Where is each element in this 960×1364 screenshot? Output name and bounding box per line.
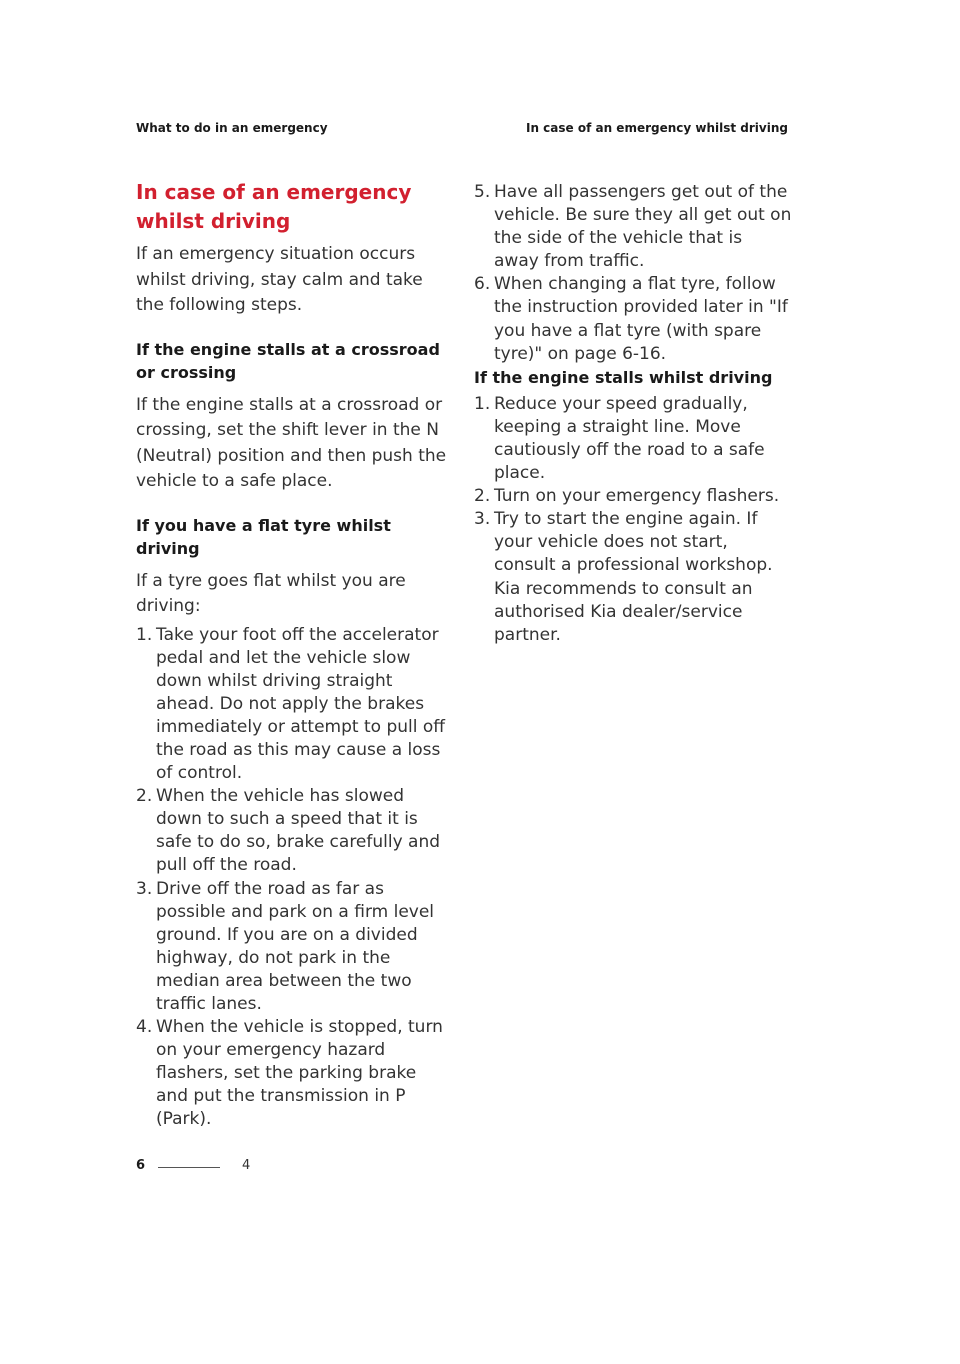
step-text: When changing a flat tyre, follow the instruction provided later in "If you have a flat tyre (with spare tyre)" on page 6-16. xyxy=(494,274,788,364)
section-number: 6 xyxy=(136,1158,146,1173)
step-text: Drive off the road as far as possible and park on a firm level ground. If you are on a divided highway, do not park in the median area between the two traffic lanes. xyxy=(156,878,435,1014)
step-number: 3. xyxy=(136,878,153,899)
step-number: 3. xyxy=(474,509,491,530)
flat-tyre-steps-continued xyxy=(474,181,792,366)
step-text: Take your foot off the accelerator pedal and let the vehicle slow down whilst driving straight ahead. Do not apply the brakes immediately or attempt to pull off the road as this may cause a loss of control. xyxy=(156,624,445,784)
list-item xyxy=(136,1016,451,1131)
step-number: 1. xyxy=(474,393,491,414)
list-item xyxy=(474,181,792,273)
step-number: 4. xyxy=(136,1017,153,1038)
list-item xyxy=(474,393,792,485)
list-item xyxy=(474,485,792,508)
engine-stall-heading: If the engine stalls whilst driving xyxy=(474,367,773,387)
left-column xyxy=(136,178,451,1132)
step-text: When the vehicle is stopped, turn on your emergency hazard flashers, set the parking brake and put the transmission in P (Park). xyxy=(156,1017,443,1130)
step-text: Turn on your emergency flashers. xyxy=(494,486,780,507)
page-title: In case of an emergency whilst driving xyxy=(136,180,412,233)
section-title-header: In case of an emergency whilst driving xyxy=(525,121,788,135)
list-item xyxy=(474,508,792,647)
step-number: 1. xyxy=(136,624,153,645)
flat-tyre-steps xyxy=(136,624,451,1132)
step-text: Reduce your speed gradually, keeping a straight line. Move cautiously off the road to a safe place. xyxy=(494,393,765,484)
chapter-title: What to do in an emergency xyxy=(136,121,328,135)
footer-divider xyxy=(158,1167,220,1168)
step-number: 2. xyxy=(474,486,491,507)
list-item xyxy=(136,785,451,877)
list-item xyxy=(136,878,451,1017)
step-number: 2. xyxy=(136,786,153,807)
step-number: 6. xyxy=(474,274,491,295)
engine-stall-steps xyxy=(474,393,792,647)
right-column xyxy=(474,181,792,647)
crossroad-paragraph: If the engine stalls at a crossroad or crossing, set the shift lever in the N (Neutral) position and then push the vehicle to a safe place. xyxy=(136,394,447,491)
list-item xyxy=(136,624,451,786)
list-item xyxy=(474,273,792,365)
page-footer xyxy=(136,1158,256,1178)
step-text: Have all passengers get out of the vehicle. Be sure they all get out on the side of the vehicle that is away from traffic. xyxy=(494,182,792,272)
intro-paragraph: If an emergency situation occurs whilst driving, stay calm and take the following steps. xyxy=(136,244,423,315)
page-number: 4 xyxy=(242,1158,251,1173)
step-number: 5. xyxy=(474,182,491,202)
flat-tyre-intro: If a tyre goes flat whilst you are driving: xyxy=(136,570,406,616)
flat-tyre-heading: If you have a flat tyre whilst driving xyxy=(136,515,391,558)
step-text: When the vehicle has slowed down to such a speed that it is safe to do so, brake carefully and pull off the road. xyxy=(156,786,441,876)
running-header xyxy=(136,121,788,141)
crossroad-heading: If the engine stalls at a crossroad or crossing xyxy=(136,339,440,382)
step-text: Try to start the engine again. If your vehicle does not start, consult a professional workshop. Kia recommends to consult an authorised Kia dealer/service partner. xyxy=(494,509,773,645)
